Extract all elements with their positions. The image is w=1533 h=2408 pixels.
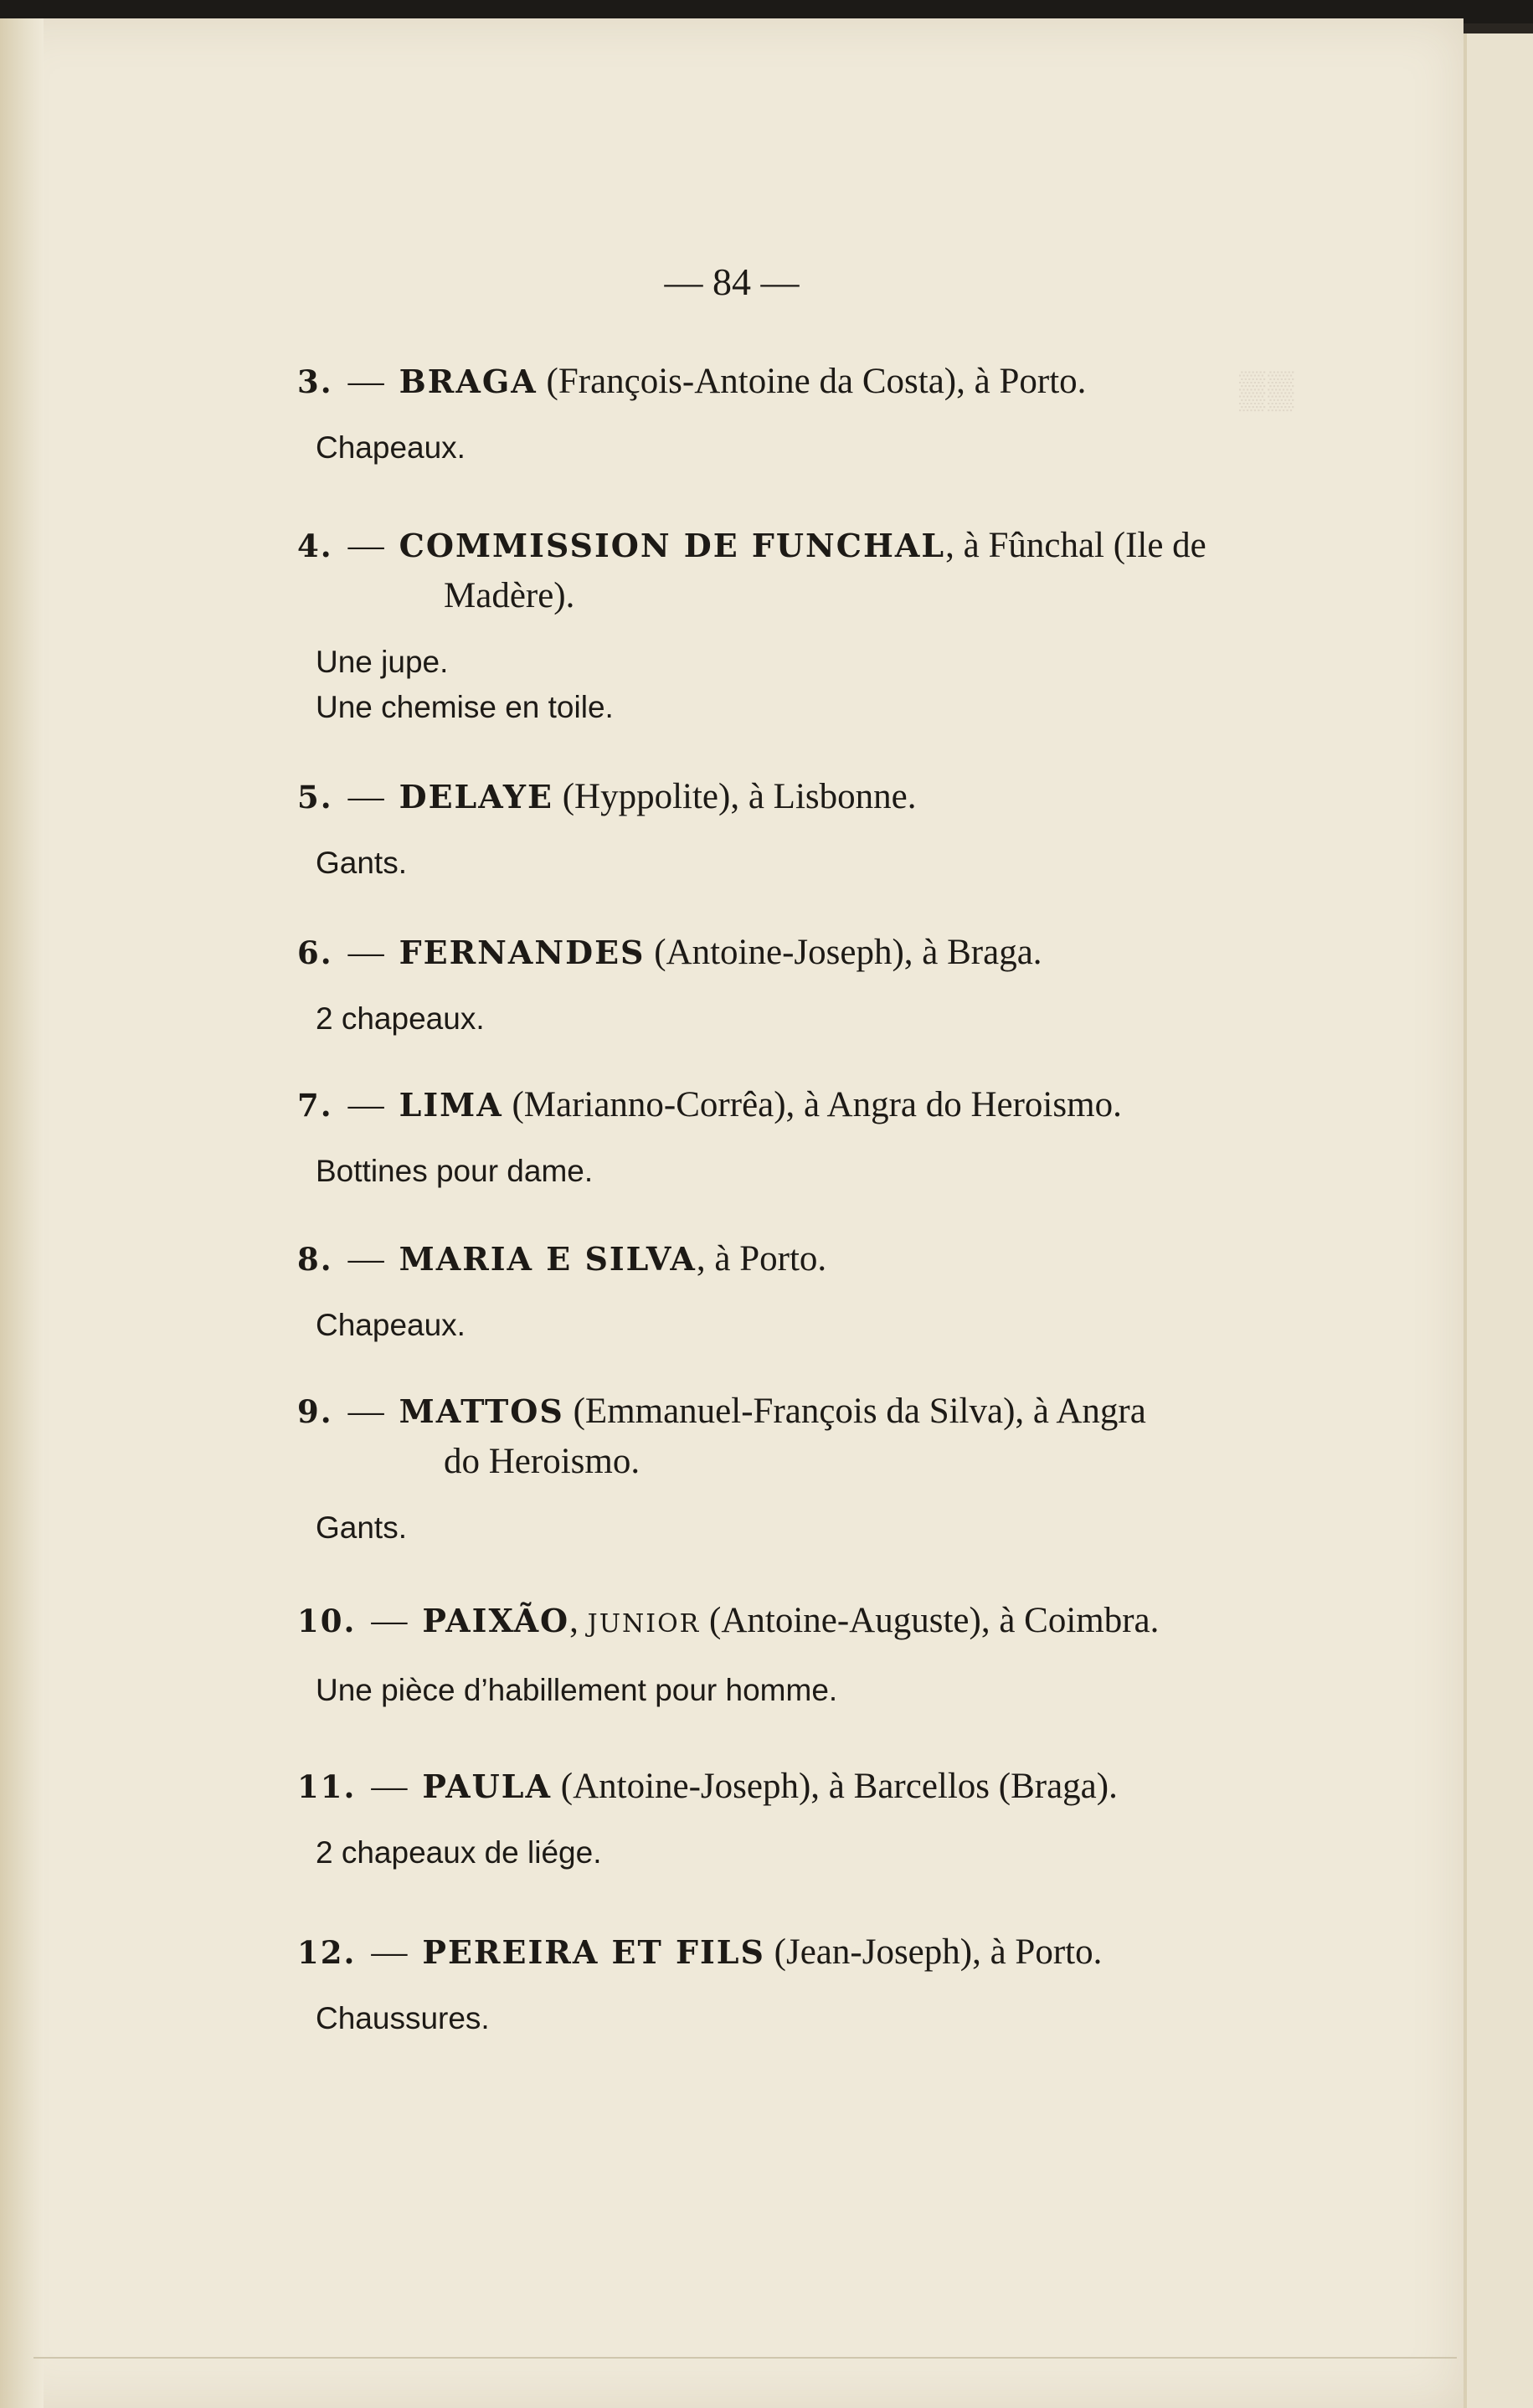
entry-dash: —	[347, 1392, 384, 1431]
item-list	[297, 1303, 1302, 1348]
entry-number: 5.	[297, 779, 333, 816]
exhibitor-details: (Marianno-Corrêa), à Angra do Heroismo.	[512, 1085, 1122, 1124]
entry-dash: —	[347, 362, 384, 401]
exhibitor-details: , à Porto.	[696, 1239, 827, 1279]
exhibitor-details: (Jean-Joseph), à Porto.	[774, 1932, 1103, 1972]
exhibitor-details: (Antoine-Joseph), à Barcellos (Braga).	[560, 1767, 1118, 1806]
entry-10	[297, 1596, 1302, 1713]
exhibitor-details: (Antoine-Auguste), à Coimbra.	[709, 1601, 1160, 1640]
item-list	[297, 1996, 1302, 2041]
entry-heading	[297, 521, 1302, 621]
entry-heading	[297, 1080, 1302, 1130]
item-list	[297, 996, 1302, 1042]
entry-dash: —	[371, 1601, 408, 1640]
entry-heading	[297, 928, 1302, 978]
exhibit-item: Une jupe.	[316, 645, 449, 679]
entry-number: 11.	[297, 1768, 357, 1805]
entry-heading	[297, 357, 1302, 407]
entry-dash: —	[347, 777, 384, 816]
entry-4	[297, 521, 1302, 730]
exhibitor-details: (Antoine-Joseph), à Braga.	[654, 933, 1042, 972]
entry-heading	[297, 772, 1302, 822]
page-number: — 84 —	[664, 260, 800, 303]
exhibitor-details: (François-Antoine da Costa), à Porto.	[546, 362, 1087, 401]
exhibitor-name: MATTOS	[399, 1392, 564, 1430]
entry-dash: —	[347, 1239, 384, 1279]
entry-heading	[297, 1762, 1302, 1812]
exhibitor-name: PAULA	[422, 1767, 553, 1805]
entry-heading	[297, 1927, 1302, 1978]
item-list	[297, 1505, 1302, 1551]
entry-number: 3.	[297, 363, 333, 400]
exhibit-item: Chapeaux.	[316, 430, 466, 465]
entry-number: 4.	[297, 527, 333, 564]
item-list	[297, 640, 1302, 730]
exhibit-item: Chapeaux.	[316, 1308, 466, 1342]
show-through-marks: ▒▒	[1239, 369, 1297, 410]
entry-11	[297, 1762, 1302, 1875]
exhibitor-name: PEREIRA ET FILS	[422, 1933, 765, 1971]
exhibitor-name: FERNANDES	[399, 934, 646, 971]
item-list	[297, 425, 1302, 471]
item-list	[297, 1830, 1302, 1875]
exhibitor-name: LIMA	[399, 1086, 503, 1124]
exhibit-item: Bottines pour dame.	[316, 1154, 594, 1188]
entry-dash: —	[371, 1932, 408, 1972]
entry-heading	[297, 1234, 1302, 1284]
item-list	[297, 1149, 1302, 1194]
exhibit-item: 2 chapeaux de liége.	[316, 1835, 602, 1870]
exhibitor-details: (Hyppolite), à Lisbonne.	[562, 777, 917, 816]
entry-heading	[297, 1387, 1302, 1487]
exhibitor-name: COMMISSION DE FUNCHAL	[399, 527, 946, 564]
exhibitor-details-continued: Madère).	[444, 576, 575, 615]
entry-dash: —	[371, 1767, 408, 1806]
entry-number: 12.	[297, 1934, 357, 1971]
exhibit-item: 2 chapeaux.	[316, 1001, 485, 1036]
entry-dash: —	[347, 933, 384, 972]
entry-number: 7.	[297, 1087, 333, 1124]
exhibit-item: Une chemise en toile.	[316, 690, 614, 724]
entry-3	[297, 357, 1302, 471]
entry-9	[297, 1387, 1302, 1551]
exhibitor-name: MARIA E SILVA	[399, 1240, 697, 1278]
exhibitor-details: (Emmanuel-François da Silva), à Angra	[573, 1392, 1146, 1431]
item-list	[297, 841, 1302, 886]
entry-number: 9.	[297, 1393, 333, 1430]
exhibitor-details: , à Fûnchal (Ile de	[945, 526, 1206, 565]
entry-dash: —	[347, 526, 384, 565]
entry-6	[297, 928, 1302, 1042]
entry-7	[297, 1080, 1302, 1194]
exhibitor-name: BRAGA	[399, 363, 538, 400]
exhibitor-details-continued: do Heroismo.	[444, 1442, 640, 1481]
exhibit-item: Gants.	[316, 1510, 407, 1545]
entry-number: 8.	[297, 1241, 333, 1278]
page-gutter	[0, 18, 44, 2408]
entry-12	[297, 1927, 1302, 2041]
facing-page-edge	[1464, 33, 1533, 2408]
entry-number: 6.	[297, 934, 333, 971]
exhibitor-name: PAIXÃO	[422, 1602, 570, 1639]
exhibit-item: Gants.	[316, 846, 407, 880]
page-bottom-edge	[33, 2357, 1457, 2359]
exhibitor-suffix: JUNIOR	[587, 1609, 701, 1639]
entry-dash: —	[347, 1085, 384, 1124]
entry-number: 10.	[297, 1603, 357, 1639]
exhibit-item: Chaussures.	[316, 2001, 490, 2035]
item-list	[297, 1668, 1302, 1713]
entry-8	[297, 1234, 1302, 1348]
entry-5	[297, 772, 1302, 886]
exhibit-item: Une pièce d’habillement pour homme.	[316, 1673, 838, 1707]
entry-heading: 10. — PAIXÃO, JUNIOR (Antoine-Auguste), à Coimbra.	[297, 1601, 1160, 1640]
exhibitor-name: DELAYE	[399, 778, 553, 816]
